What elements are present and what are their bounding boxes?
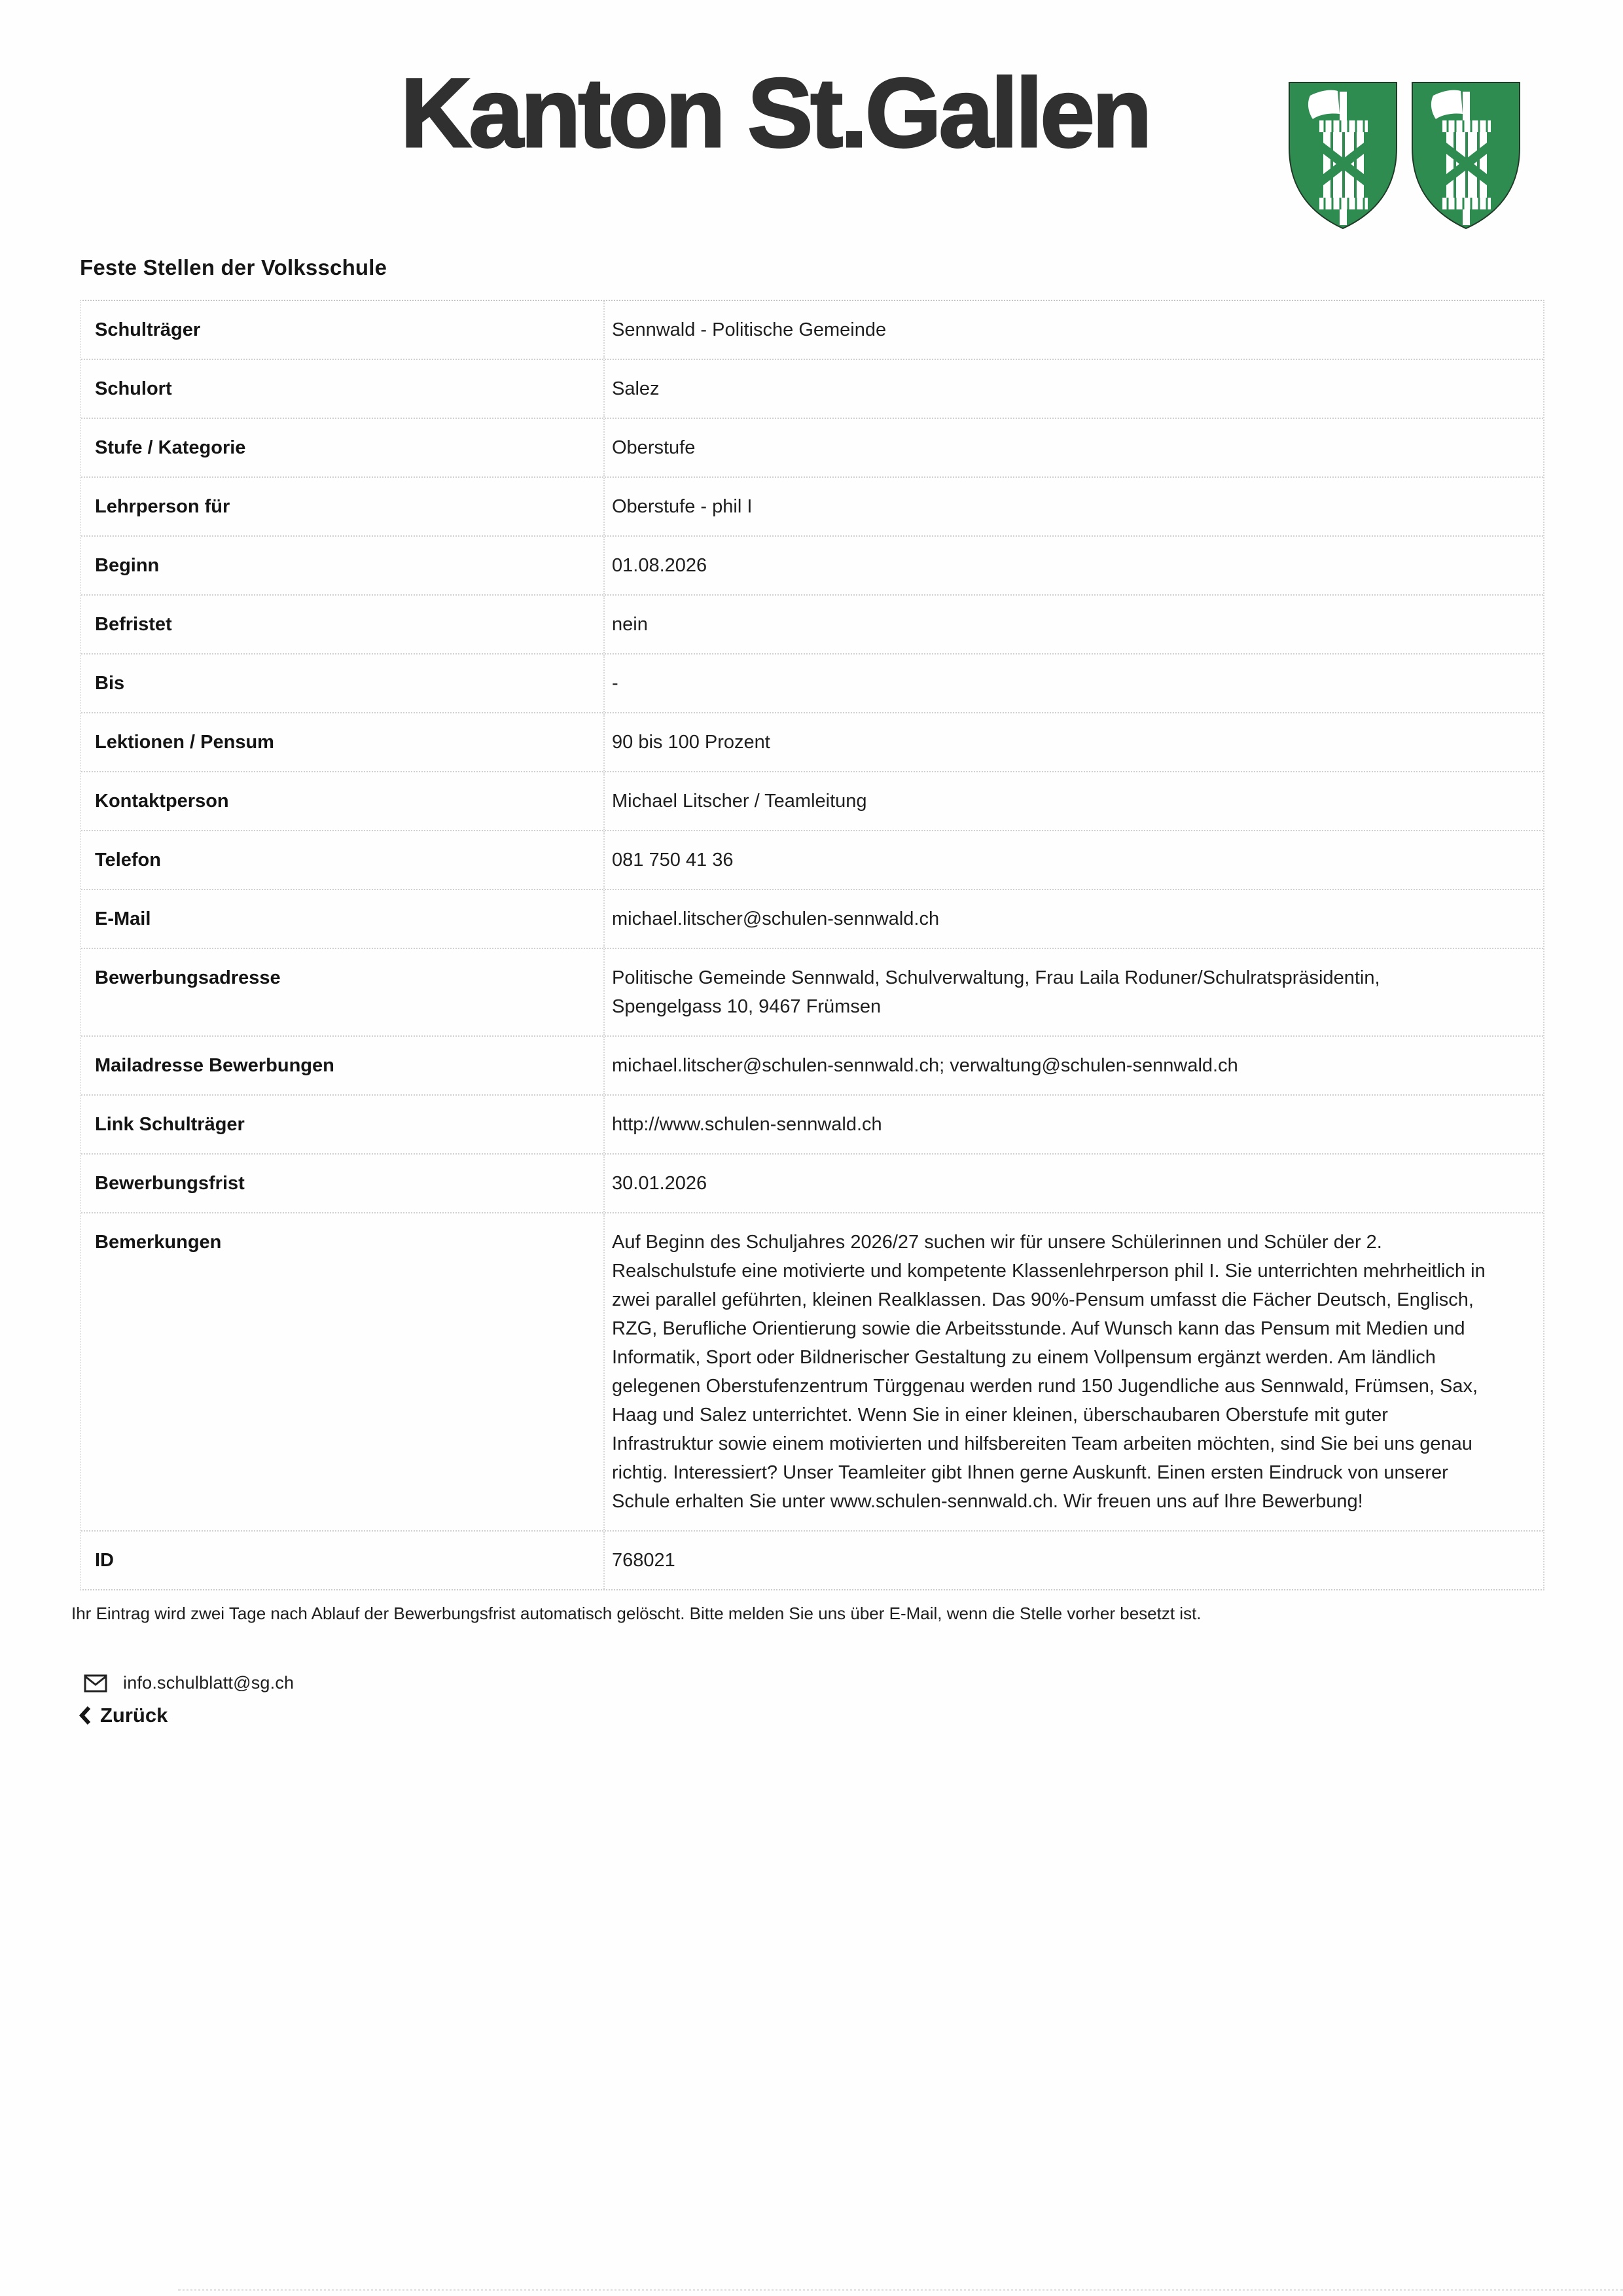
row-label: Bemerkungen xyxy=(95,1232,222,1253)
table-row xyxy=(81,359,1543,418)
table-row xyxy=(81,418,1543,476)
row-value: Politische Gemeinde Sennwald, Schulverwaltung, Frau Laila Roduner/Schulratspräsidentin, Spengelgass 10, 9467 Frümsen xyxy=(603,949,1543,1035)
row-label: Beginn xyxy=(95,555,160,576)
contact-email-row xyxy=(84,1673,1544,1693)
row-label: E-Mail xyxy=(95,908,151,929)
table-row xyxy=(81,301,1543,359)
document-content xyxy=(71,255,1544,1727)
deletion-note: Ihr Eintrag wird zwei Tage nach Ablauf der Bewerbungsfrist automatisch gelöscht. Bitte melden Sie uns über E-Mail, wenn die Stelle vorher besetzt ist. xyxy=(71,1604,1202,1623)
row-value: 30.01.2026 xyxy=(603,1155,1543,1212)
row-label: Schulträger xyxy=(95,319,201,340)
row-label: Schulort xyxy=(95,378,172,399)
table-row xyxy=(81,476,1543,535)
row-label: Bis xyxy=(95,673,125,694)
row-value: 768021 xyxy=(603,1532,1543,1589)
table-row xyxy=(81,830,1543,889)
chevron-left-icon xyxy=(79,1705,92,1726)
table-row xyxy=(81,1094,1543,1153)
scan-artifact-line xyxy=(178,2289,1623,2291)
row-label: Bewerbungsadresse xyxy=(95,967,281,988)
row-label: Lehrperson für xyxy=(95,496,230,517)
row-value: Oberstufe xyxy=(603,419,1543,476)
envelope-icon xyxy=(84,1674,107,1693)
row-value: Sennwald - Politische Gemeinde xyxy=(603,301,1543,359)
row-value: Auf Beginn des Schuljahres 2026/27 suchen wir für unsere Schülerinnen und Schüler der 2. Realschulstufe eine motivierte und kompetente Klassenlehrperson phil I. Sie unterrichten mehrheitlich in zwei parallel geführten, kleinen Realklassen. Das 90%-Pensum umfasst die Fächer Deutsch, Englisch, RZG, Berufliche Orientierung sowie die Arbeitsstunde. Auf Wunsch kann das Pensum mit Medien und Informatik, Sport oder Bildnerischer Gestaltung zu einem Vollpensum ergänzt werden. Am ländlich gelegenen Oberstufenzentrum Türggenau werden rund 150 Jugendliche aus Sennwald, Frümsen, Sax, Haag und Salez unterrichtet. Wenn Sie in einer kleinen, überschaubaren Oberstufe mit guter Infrastruktur sowie einem motivierten und hilfsbereiten Team arbeiten möchten, sind Sie bei uns genau richtig. Interessiert? Unser Teamleiter gibt Ihnen gerne Auskunft. Einen ersten Eindruck von unserer Schule erhalten Sie unter www.schulen-sennwald.ch. Wir freuen uns auf Ihre Bewerbung! xyxy=(603,1213,1543,1530)
row-value: Salez xyxy=(603,360,1543,418)
table-row xyxy=(81,653,1543,712)
row-label: Kontaktperson xyxy=(95,791,229,812)
row-value: nein xyxy=(603,596,1543,653)
table-row xyxy=(81,1530,1543,1589)
table-row xyxy=(81,771,1543,830)
table-row xyxy=(81,1212,1543,1530)
table-row xyxy=(81,948,1543,1035)
row-value: 01.08.2026 xyxy=(603,537,1543,594)
row-value: 081 750 41 36 xyxy=(603,831,1543,889)
table-row xyxy=(81,1153,1543,1212)
table-row xyxy=(81,535,1543,594)
back-link-label: Zurück xyxy=(100,1704,168,1727)
table-row xyxy=(81,1035,1543,1094)
contact-email-link[interactable]: info.schulblatt@sg.ch xyxy=(123,1673,294,1693)
row-label: Befristet xyxy=(95,614,172,635)
row-label: Link Schulträger xyxy=(95,1114,245,1135)
table-row xyxy=(81,712,1543,771)
row-value: Michael Litscher / Teamleitung xyxy=(603,772,1543,830)
row-value: Oberstufe - phil I xyxy=(603,478,1543,535)
st-gallen-shield-icon xyxy=(1407,79,1525,232)
row-label: Stufe / Kategorie xyxy=(95,437,246,458)
row-value: - xyxy=(603,655,1543,712)
row-label: Lektionen / Pensum xyxy=(95,732,274,753)
kanton-st-gallen-logo-text: Kanton St.Gallen xyxy=(401,58,1150,168)
row-label: Bewerbungsfrist xyxy=(95,1173,245,1194)
row-label: Mailadresse Bewerbungen xyxy=(95,1055,334,1076)
row-value: http://www.schulen-sennwald.ch xyxy=(603,1096,1543,1153)
row-label: ID xyxy=(95,1550,114,1571)
row-value: michael.litscher@schulen-sennwald.ch; verwaltung@schulen-sennwald.ch xyxy=(603,1037,1543,1094)
st-gallen-shield-icon xyxy=(1284,79,1402,232)
row-value: 90 bis 100 Prozent xyxy=(603,713,1543,771)
table-row xyxy=(81,889,1543,948)
back-link[interactable] xyxy=(79,1704,168,1727)
row-value: michael.litscher@schulen-sennwald.ch xyxy=(603,890,1543,948)
job-details-table xyxy=(80,300,1544,1590)
row-label: Telefon xyxy=(95,850,161,870)
page-title: Feste Stellen der Volksschule xyxy=(80,255,387,279)
table-row xyxy=(81,594,1543,653)
